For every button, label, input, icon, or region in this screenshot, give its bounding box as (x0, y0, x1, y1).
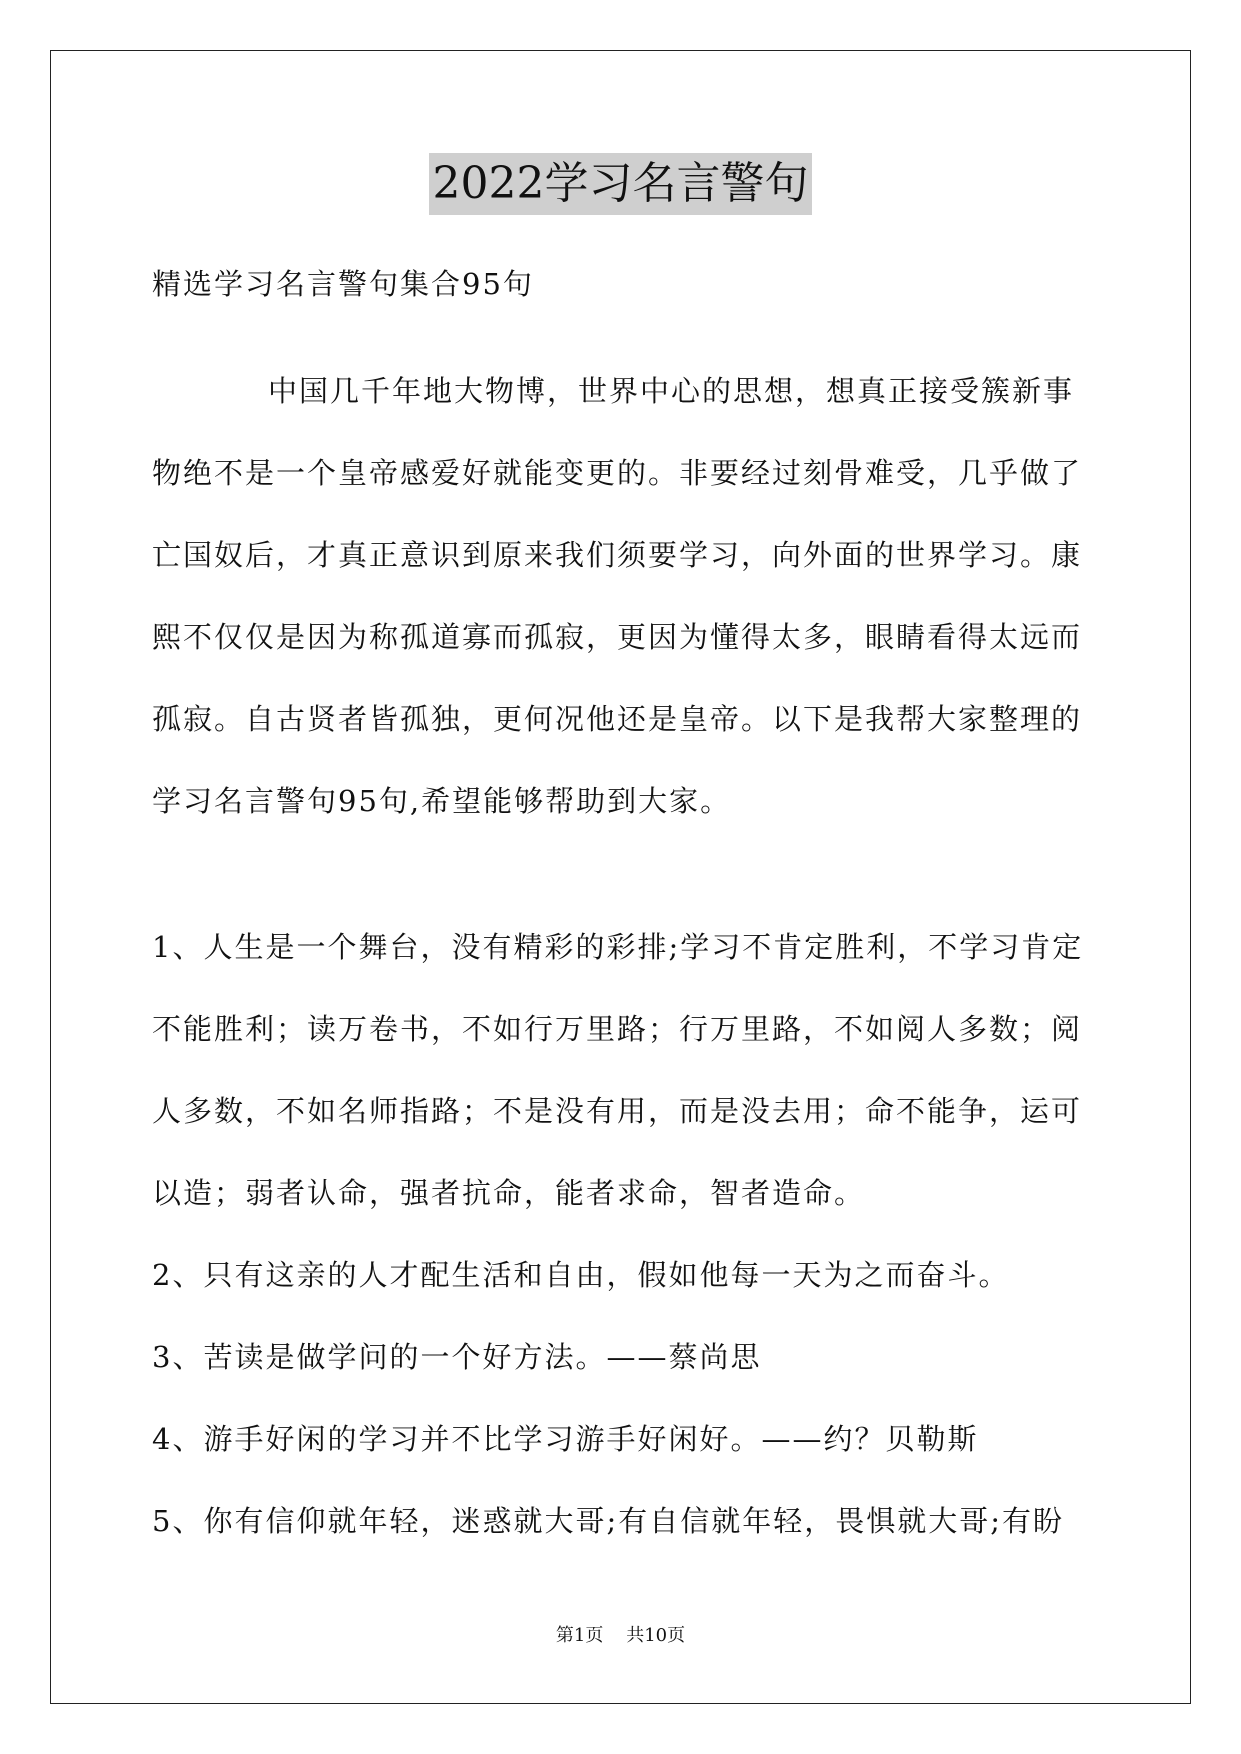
quote-item-4: 4、游手好闲的学习并不比学习游手好闲好。——约？贝勒斯 (152, 1422, 979, 1456)
title-container (0, 153, 1241, 215)
document-title: 2022学习名言警句 (429, 153, 813, 215)
quote-list (152, 906, 1092, 1562)
intro-paragraph: 中国几千年地大物博，世界中心的思想，想真正接受簇新事物绝不是一个皇帝感爱好就能变更的。非要经过刻骨难受，几乎做了亡国奴后，才真正意识到原来我们须要学习，向外面的世界学习。康熙不仅仅是因为称孤道寡而孤寂，更因为懂得太多，眼睛看得太远而孤寂。自古贤者皆孤独，更何况他还是皇帝。以下是我帮大家整理的学习名言警句95句,希望能够帮助到大家。 (152, 374, 1083, 818)
quote-item-1: 1、人生是一个舞台，没有精彩的彩排;学习不肯定胜利，不学习肯定不能胜利；读万卷书，不如行万里路；行万里路，不如阅人多数；阅人多数，不如名师指路；不是没有用，而是没去用；命不能争，运可以造；弱者认命，强者抗命，能者求命，智者造命。 (152, 930, 1084, 1210)
quote-item-2: 2、只有这亲的人才配生活和自由，假如他每一天为之而奋斗。 (152, 1258, 1010, 1292)
document-subtitle: 精选学习名言警句集合95句 (152, 267, 534, 301)
quote-item-5: 5、你有信仰就年轻，迷惑就大哥;有自信就年轻，畏惧就大哥;有盼 (152, 1504, 1064, 1538)
page-footer: 第1页 共10页 (555, 1625, 686, 1646)
quote-item-3: 3、苦读是做学问的一个好方法。——蔡尚思 (152, 1340, 762, 1374)
